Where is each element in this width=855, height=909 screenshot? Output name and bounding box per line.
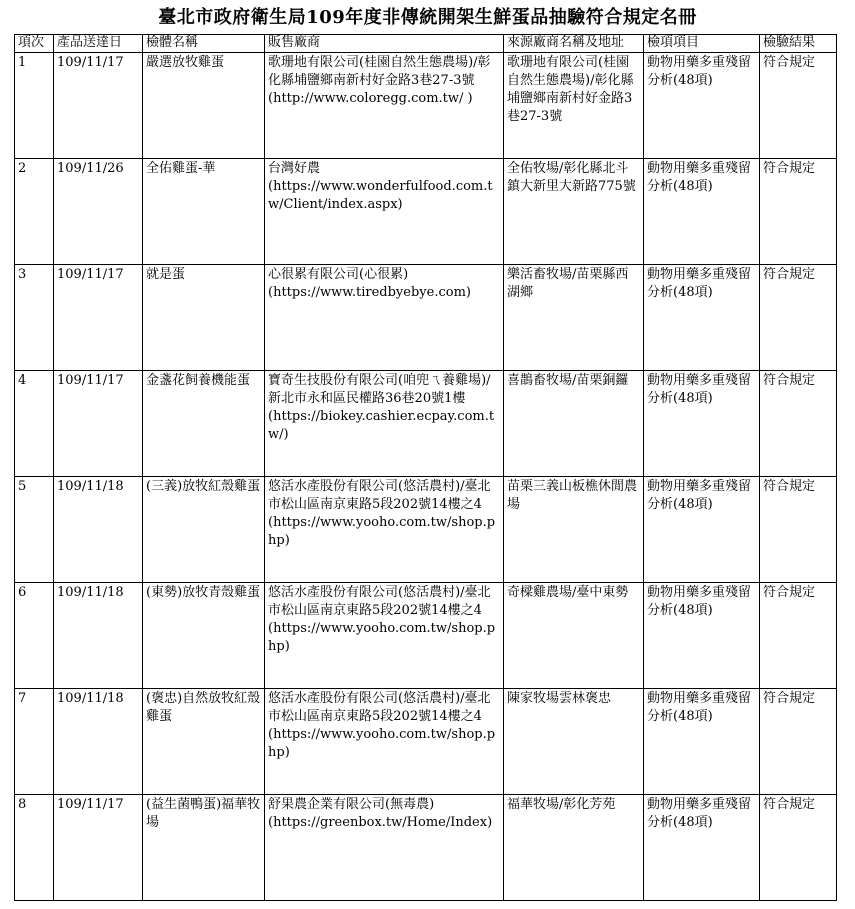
seller-url: (https://biokey.cashier.ecpay.com.tw/) <box>268 409 495 442</box>
cell-source: 喜鵲畜牧場/苗栗銅鑼 <box>504 371 644 477</box>
seller-name: 悠活水產股份有限公司(悠活農村)/臺北市松山區南京東路5段202號14樓之4 <box>268 691 491 724</box>
cell-source: 全佑牧場/彰化縣北斗鎮大新里大新路775號 <box>504 159 644 265</box>
header-source: 來源廠商名稱及地址 <box>504 35 644 53</box>
seller-name: 舒果農企業有限公司(無毒農) <box>268 797 435 812</box>
cell-source: 福華牧場/彰化芳苑 <box>504 795 644 901</box>
table-row <box>15 53 837 159</box>
cell-result: 符合規定 <box>760 477 837 583</box>
cell-source: 樂活畜牧場/苗栗縣西湖鄉 <box>504 265 644 371</box>
cell-date: 109/11/18 <box>54 477 143 583</box>
cell-no: 1 <box>15 53 54 159</box>
table-row <box>15 265 837 371</box>
header-seller: 販售廠商 <box>265 35 504 53</box>
table-row <box>15 477 837 583</box>
header-test-item: 檢項項目 <box>644 35 760 53</box>
cell-seller <box>265 583 504 689</box>
cell-date: 109/11/18 <box>54 583 143 689</box>
cell-seller <box>265 159 504 265</box>
table-row <box>15 583 837 689</box>
seller-url: (https://greenbox.tw/Home/Index) <box>268 815 493 830</box>
table-row <box>15 371 837 477</box>
cell-date: 109/11/26 <box>54 159 143 265</box>
cell-no: 6 <box>15 583 54 689</box>
cell-no: 2 <box>15 159 54 265</box>
cell-sample-name: 全佑雞蛋-華 <box>143 159 265 265</box>
cell-sample-name: (褒忠)自然放牧紅殼雞蛋 <box>143 689 265 795</box>
cell-date: 109/11/18 <box>54 689 143 795</box>
cell-seller <box>265 477 504 583</box>
seller-name: 歌珊地有限公司(桂園自然生態農場)/彰化縣埔鹽鄉南新村好金路3巷27-3號 <box>268 55 491 88</box>
cell-source: 苗栗三義山板樵休閒農場 <box>504 477 644 583</box>
seller-url: (https://www.yooho.com.tw/shop.php) <box>268 621 496 654</box>
seller-name: 台灣好農 <box>268 161 321 176</box>
seller-url: (https://www.yooho.com.tw/shop.php) <box>268 727 496 760</box>
cell-sample-name: 金盞花飼養機能蛋 <box>143 371 265 477</box>
table-row <box>15 159 837 265</box>
cell-sample-name: (三義)放牧紅殼雞蛋 <box>143 477 265 583</box>
cell-result: 符合規定 <box>760 159 837 265</box>
cell-seller <box>265 371 504 477</box>
cell-no: 4 <box>15 371 54 477</box>
seller-url: (http://www.coloregg.com.tw/ ) <box>268 91 473 106</box>
cell-test-item: 動物用藥多重殘留分析(48項) <box>644 371 760 477</box>
seller-name: 悠活水產股份有限公司(悠活農村)/臺北市松山區南京東路5段202號14樓之4 <box>268 585 491 618</box>
header-no: 項次 <box>15 35 54 53</box>
cell-result: 符合規定 <box>760 371 837 477</box>
seller-name: 悠活水產股份有限公司(悠活農村)/臺北市松山區南京東路5段202號14樓之4 <box>268 479 491 512</box>
cell-sample-name: 嚴選放牧雞蛋 <box>143 53 265 159</box>
cell-result: 符合規定 <box>760 689 837 795</box>
cell-source: 歌珊地有限公司(桂園自然生態農場)/彰化縣埔鹽鄉南新村好金路3巷27-3號 <box>504 53 644 159</box>
header-result: 檢驗結果 <box>760 35 837 53</box>
cell-sample-name: (東勢)放牧青殼雞蛋 <box>143 583 265 689</box>
cell-result: 符合規定 <box>760 795 837 901</box>
header-date: 產品送達日 <box>54 35 143 53</box>
cell-sample-name: 就是蛋 <box>143 265 265 371</box>
table-row <box>15 795 837 901</box>
cell-date: 109/11/17 <box>54 795 143 901</box>
table-row <box>15 689 837 795</box>
cell-source: 陳家牧場雲林褒忠 <box>504 689 644 795</box>
seller-name: 寶奇生技股份有限公司(咱兜ㄟ養雞場)/新北市永和區民權路36巷20號1樓 <box>268 373 491 406</box>
cell-test-item: 動物用藥多重殘留分析(48項) <box>644 795 760 901</box>
seller-url: (https://www.tiredbyebye.com) <box>268 285 471 300</box>
cell-result: 符合規定 <box>760 265 837 371</box>
seller-url: (https://www.yooho.com.tw/shop.php) <box>268 515 496 548</box>
seller-url: (https://www.wonderfulfood.com.tw/Client/index.aspx) <box>268 179 493 212</box>
cell-test-item: 動物用藥多重殘留分析(48項) <box>644 53 760 159</box>
cell-date: 109/11/17 <box>54 371 143 477</box>
cell-seller <box>265 53 504 159</box>
cell-no: 8 <box>15 795 54 901</box>
cell-test-item: 動物用藥多重殘留分析(48項) <box>644 583 760 689</box>
cell-result: 符合規定 <box>760 583 837 689</box>
header-sample-name: 檢體名稱 <box>143 35 265 53</box>
cell-date: 109/11/17 <box>54 265 143 371</box>
cell-seller <box>265 795 504 901</box>
cell-test-item: 動物用藥多重殘留分析(48項) <box>644 477 760 583</box>
seller-name: 心很累有限公司(心很累) <box>268 267 409 282</box>
cell-test-item: 動物用藥多重殘留分析(48項) <box>644 159 760 265</box>
inspection-table <box>14 34 837 901</box>
cell-test-item: 動物用藥多重殘留分析(48項) <box>644 689 760 795</box>
cell-no: 7 <box>15 689 54 795</box>
cell-no: 5 <box>15 477 54 583</box>
cell-seller <box>265 265 504 371</box>
cell-no: 3 <box>15 265 54 371</box>
cell-test-item: 動物用藥多重殘留分析(48項) <box>644 265 760 371</box>
cell-seller <box>265 689 504 795</box>
cell-source: 奇樑雞農場/臺中東勢 <box>504 583 644 689</box>
page-title: 臺北市政府衛生局109年度非傳統開架生鮮蛋品抽驗符合規定名冊 <box>158 7 697 28</box>
cell-result: 符合規定 <box>760 53 837 159</box>
cell-sample-name: (益生菌鴨蛋)福華牧場 <box>143 795 265 901</box>
table-header-row <box>15 35 837 53</box>
cell-date: 109/11/17 <box>54 53 143 159</box>
